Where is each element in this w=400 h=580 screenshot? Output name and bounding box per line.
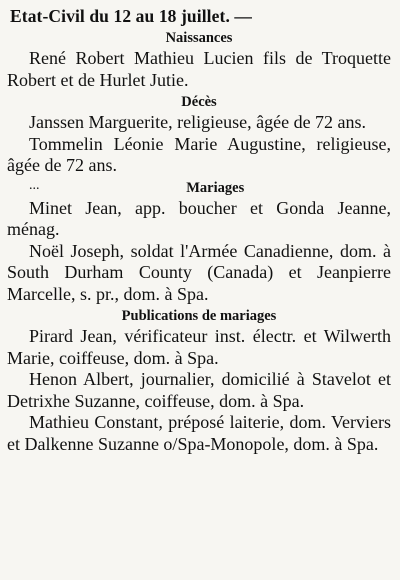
section-heading-mariages: Mariages xyxy=(186,179,245,196)
publication-entry: Mathieu Constant, préposé laiterie, dom. Verviers et Dalkenne Suzanne o/Spa-Monopole, dom. à Spa. xyxy=(7,412,391,454)
section-heading-deces: Décès xyxy=(181,94,217,110)
birth-entry: René Robert Mathieu Lucien fils de Troquette Robert et de Hurlet Jutie. xyxy=(7,48,391,90)
omission-ellipsis: ... xyxy=(29,177,40,193)
publication-entry: Henon Albert, journalier, domicilié à Stavelot et Detrixhe Suzanne, coiffeuse, dom. à Spa. xyxy=(7,369,391,411)
death-entry: Tommelin Léonie Marie Augustine, religieuse, âgée de 72 ans. xyxy=(7,133,391,175)
section-heading-naissances: Naissances xyxy=(165,30,233,46)
clipping-title: Etat-Civil du 12 au 18 juillet. — xyxy=(10,6,252,26)
publication-entry: Pirard Jean, vérificateur inst. électr. et Wilwerth Marie, coiffeuse, dom. à Spa. xyxy=(7,326,391,368)
marriage-entry: Minet Jean, app. boucher et Gonda Jeanne, ménag. xyxy=(7,197,391,239)
death-entry: Janssen Marguerite, religieuse, âgée de 72 ans. xyxy=(29,112,367,132)
section-heading-publications: Publications de mariages xyxy=(121,308,277,324)
marriage-entry: Noël Joseph, soldat l'Armée Canadienne, dom. à South Durham County (Canada) et Jeanpierre Marcelle, s. pr., dom. à Spa. xyxy=(7,240,391,304)
